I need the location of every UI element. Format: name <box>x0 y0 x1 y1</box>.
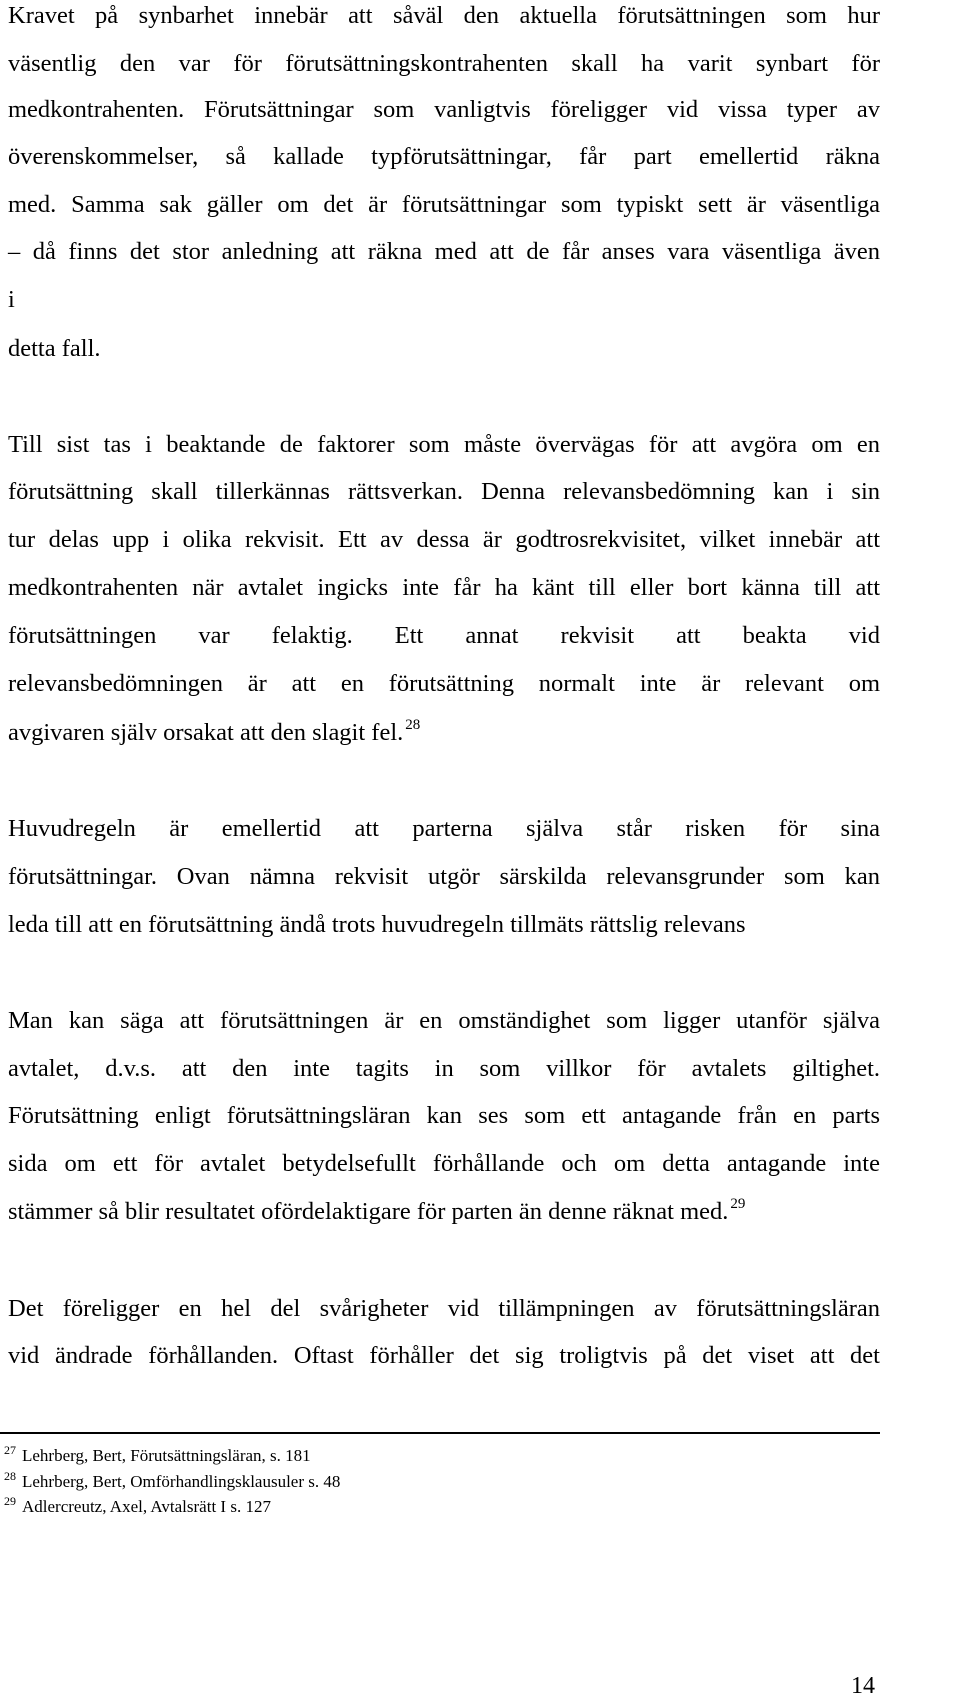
text-line: avtalet, d.v.s. att den inte tagits in som villkor för avtalets giltighet. <box>8 1055 880 1082</box>
text-line: stämmer så blir resultatet ofördelaktigare för parten än denne räknat med. $^{29}$ <box>8 1196 746 1225</box>
text-line: Huvudregeln är emellertid att parterna själva står risken för sina <box>8 815 880 842</box>
footnote-text: Adlercreutz, Axel, Avtalsrätt I s. 127 <box>22 1497 271 1516</box>
text-line: Till sist tas i beaktande de faktorer som måste övervägas för att avgöra om en <box>8 431 880 458</box>
text-line: Förutsättning enligt förutsättningsläran kan ses som ett antagande från en parts <box>8 1102 880 1129</box>
footnote-text: Lehrberg, Bert, Förutsättningsläran, s. 181 <box>22 1446 311 1465</box>
footnote <box>4 1494 271 1517</box>
text-line: tur delas upp i olika rekvisit. Ett av dessa är godtrosrekvisitet, vilket innebär att <box>8 526 880 553</box>
text-line: medkontrahenten när avtalet ingicks inte får ha känt till eller bort känna till att <box>8 574 880 601</box>
text-line: sida om ett för avtalet betydelsefullt förhållande och om detta antagande inte <box>8 1150 880 1177</box>
text-line: vid ändrade förhållanden. Oftast förhåller det sig troligtvis på det viset att det <box>8 1342 880 1369</box>
text-line: avgivaren själv orsakat att den slagit fel. $^{28}$ <box>8 717 421 746</box>
text-line: förutsättningar. Ovan nämna rekvisit utgör särskilda relevansgrunder som kan <box>8 863 880 890</box>
footnote-number: 29 <box>4 1494 16 1508</box>
footnote-ref: 28 <box>405 717 421 733</box>
footnote-number: 28 <box>4 1469 16 1483</box>
text-line: Det föreligger en hel del svårigheter vid tillämpningen av förutsättningsläran <box>8 1295 880 1322</box>
text-line: väsentlig den var för förutsättningskontrahenten skall ha varit synbart för <box>8 50 880 77</box>
text-line: medkontrahenten. Förutsättningar som vanligtvis föreligger vid vissa typer av <box>8 96 880 123</box>
text-line: Man kan säga att förutsättningen är en omständighet som ligger utanför själva <box>8 1007 880 1034</box>
text-line: överenskommelser, så kallade typförutsättningar, får part emellertid räkna <box>8 143 880 170</box>
text-line: förutsättning skall tillerkännas rättsverkan. Denna relevansbedömning kan i sin <box>8 478 880 505</box>
text-line: leda till att en förutsättning ändå trots huvudregeln tillmäts rättslig relevans <box>8 911 746 938</box>
text-line: detta fall. <box>8 335 101 362</box>
footnote <box>4 1469 341 1492</box>
page-number: 14 <box>851 1673 875 1699</box>
footnote <box>4 1443 311 1466</box>
text-line: – då finns det stor anledning att räkna med att de får anses vara väsentliga även <box>8 238 880 265</box>
text-line: förutsättningen var felaktig. Ett annat rekvisit att beakta vid <box>8 622 880 649</box>
text-line: Kravet på synbarhet innebär att såväl den aktuella förutsättningen som hur <box>8 2 880 29</box>
footnote-ref: 29 <box>730 1196 746 1212</box>
footnote-number: 27 <box>4 1443 16 1457</box>
text-line: med. Samma sak gäller om det är förutsättningar som typiskt sett är väsentliga <box>8 191 880 218</box>
footnote-text: Lehrberg, Bert, Omförhandlingsklausuler s. 48 <box>22 1472 341 1491</box>
text-line: relevansbedömningen är att en förutsättning normalt inte är relevant om <box>8 670 880 697</box>
footnote-divider <box>0 1432 880 1434</box>
text-line: i <box>8 286 15 313</box>
